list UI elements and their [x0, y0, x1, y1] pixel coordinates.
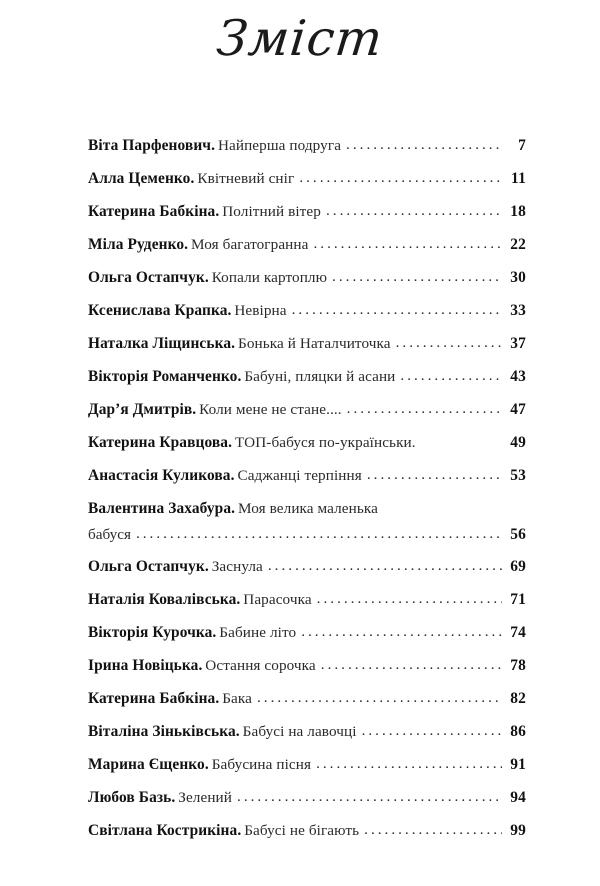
- dot-leader: [321, 655, 502, 675]
- toc-entry-line: [88, 235, 526, 256]
- toc-entry-author: Вікторія Романченко: [88, 367, 238, 385]
- toc-entry[interactable]: [88, 367, 526, 388]
- toc-entry-line: [88, 656, 526, 677]
- toc-entry-line-continuation: [88, 525, 526, 545]
- toc-entry[interactable]: [88, 689, 526, 710]
- toc-entry-separator: .: [212, 623, 217, 641]
- toc-entry-separator: .: [184, 235, 189, 253]
- toc-entry-text: [88, 466, 362, 487]
- toc-entry-text: [88, 755, 311, 776]
- toc-entry-separator: .: [171, 788, 176, 806]
- dot-leader: [326, 201, 502, 221]
- toc-entry-page-number: 53: [510, 466, 526, 484]
- toc-entry-author: Катерина Кравцова: [88, 433, 229, 451]
- dot-leader: [299, 168, 502, 188]
- toc-entry-line: [88, 400, 526, 421]
- toc-entry-page-number: 30: [510, 268, 526, 286]
- toc-entry[interactable]: [88, 268, 526, 289]
- toc-entry-author: Валентина Захабура: [88, 499, 232, 517]
- toc-entry-page-number: 78: [510, 656, 526, 674]
- toc-entry[interactable]: [88, 202, 526, 223]
- toc-entry-text: [88, 169, 294, 190]
- dot-leader: [346, 135, 502, 155]
- toc-entry-title: Бабуні, пляцки й асани: [244, 367, 396, 385]
- toc-entry-title: Бабусі на лавочці: [242, 722, 357, 740]
- toc-entry[interactable]: [88, 722, 526, 743]
- toc-entry-author: Катерина Бабкіна: [88, 689, 216, 707]
- toc-entry-line: [88, 466, 526, 487]
- toc-entry-text: [88, 202, 321, 223]
- toc-entry-page-number: 18: [510, 202, 526, 220]
- toc-entry-author: Анастасія Куликова: [88, 466, 231, 484]
- toc-entry-page-number: 69: [510, 557, 526, 575]
- toc-entry-page-number: 82: [510, 689, 526, 707]
- toc-entry-page-number: 91: [510, 755, 526, 773]
- toc-entry-title: Зелений: [178, 788, 233, 806]
- dot-leader: [400, 366, 502, 386]
- toc-entry-text: [88, 433, 416, 454]
- toc-entry-text: [88, 788, 232, 809]
- toc-entry-line: [88, 590, 526, 611]
- toc-entry-separator: .: [204, 557, 209, 575]
- dot-leader: [313, 234, 502, 254]
- dot-leader: [268, 556, 502, 576]
- toc-entry-text: [88, 821, 359, 842]
- toc-entry-separator: .: [215, 689, 220, 707]
- toc-entry-title: Бабусі не бігають: [244, 821, 360, 839]
- toc-entry-text: [88, 136, 341, 157]
- toc-entry-separator: .: [228, 433, 232, 451]
- toc-entry-title: Бонька й Наталчиточка: [238, 334, 391, 352]
- toc-entry-line: [88, 268, 526, 289]
- toc-entry-author: Любов Базь: [88, 788, 172, 806]
- dot-leader: [362, 721, 502, 741]
- toc-entry-title: ТОП-бабуся по-українськи.: [234, 433, 416, 451]
- toc-entry-line: [88, 136, 526, 157]
- toc-entry-line: [88, 689, 526, 710]
- toc-entry[interactable]: [88, 169, 526, 190]
- toc-entry-title: Бабине літо: [219, 623, 297, 641]
- toc-entry-page-number: 86: [510, 722, 526, 740]
- toc-entry-author: Катерина Бабкіна: [88, 202, 216, 220]
- toc-entry-page-number: 49: [510, 433, 526, 451]
- toc-entry[interactable]: [88, 821, 526, 842]
- toc-entry-title-continuation: бабуся: [88, 525, 131, 543]
- toc-entry-title: Найперша подруга: [217, 137, 342, 154]
- toc-entry[interactable]: [88, 656, 526, 677]
- toc-entry-title: Невірна: [234, 301, 287, 319]
- toc-entry-line: [88, 367, 526, 388]
- toc-entry[interactable]: [88, 557, 526, 578]
- toc-entry-line: [88, 821, 526, 842]
- toc-entry[interactable]: [88, 499, 526, 545]
- toc-entry-title: Політний вітер: [222, 202, 321, 220]
- toc-entry-title: Моя велика маленька: [238, 499, 378, 517]
- dot-leader: [317, 589, 502, 609]
- toc-entry[interactable]: [88, 400, 526, 421]
- toc-entry-page-number: 37: [510, 334, 526, 352]
- toc-entry-title: Квітневий сніг: [197, 169, 295, 187]
- toc-entry-text: [88, 334, 391, 355]
- page-title: Зміст: [214, 10, 386, 67]
- toc-entry-separator: .: [227, 301, 232, 319]
- toc-entry-author: Вікторія Курочка: [88, 623, 213, 641]
- dot-leader: [347, 399, 502, 419]
- toc-entry-author: Світлана Кострикіна: [88, 821, 238, 839]
- toc-entry-author: Марина Єщенко: [88, 755, 205, 773]
- toc-entry-page-number: 94: [510, 788, 526, 806]
- toc-entry[interactable]: [88, 755, 526, 776]
- toc-entry-page-number: 74: [510, 623, 526, 641]
- toc-entry-line: [88, 788, 526, 809]
- toc-entry-line: [88, 722, 526, 743]
- toc-entry-title: Бака: [222, 689, 252, 707]
- dot-leader: [292, 300, 502, 320]
- toc-entry-page-number: 11: [511, 169, 526, 187]
- toc-entry[interactable]: [88, 235, 526, 256]
- toc-entry-separator: .: [237, 367, 242, 385]
- dot-leader: [257, 688, 502, 708]
- dot-leader: [316, 754, 502, 774]
- toc-entry-page-number: 47: [510, 400, 526, 418]
- toc-entry-separator: .: [231, 334, 235, 352]
- toc-entry-title: Коли мене не стане....: [199, 400, 342, 418]
- toc-entry-separator: .: [230, 466, 235, 484]
- dot-leader: [301, 622, 502, 642]
- toc-entry-title: Парасочка: [243, 590, 312, 608]
- toc-entry-text: [88, 268, 327, 289]
- toc-entry[interactable]: [88, 623, 526, 644]
- toc-entry-text: [88, 235, 308, 256]
- toc-entry[interactable]: [88, 466, 526, 487]
- toc-entry-author: Міла Руденко: [88, 235, 185, 253]
- toc-entry-author: Ірина Новіцька: [88, 656, 199, 674]
- toc-entry-author: Алла Цеменко: [88, 169, 191, 187]
- toc-entry-text: [88, 623, 296, 644]
- toc-entry-separator: .: [236, 590, 241, 608]
- toc-entry-line: [88, 334, 526, 355]
- toc-entry-separator: .: [231, 499, 235, 517]
- toc-entry-title: Моя багатогранна: [191, 235, 309, 253]
- dot-leader: [367, 465, 502, 485]
- dot-leader: [332, 267, 502, 287]
- toc-entry-author: Віта Парфенович: [88, 137, 212, 154]
- toc-entry-page-number: 22: [510, 235, 526, 253]
- toc-entry-title: Остання сорочка: [205, 656, 316, 674]
- toc-entry-separator: .: [198, 656, 203, 674]
- toc-entry-author: Наталія Ковалівська: [88, 590, 237, 608]
- toc-entry-title: Копали картоплю: [211, 268, 328, 286]
- toc-entry[interactable]: [88, 301, 526, 322]
- toc-entry-separator: .: [190, 169, 195, 187]
- toc-entry-text: [88, 689, 252, 710]
- toc-entry-author: Дар’я Дмитрів: [88, 400, 193, 418]
- toc-entry[interactable]: [88, 136, 526, 157]
- toc-entry-author: Ольга Остапчук: [88, 268, 205, 286]
- toc-entry-title: Заснула: [211, 557, 263, 575]
- toc-entry-text: [88, 400, 342, 421]
- toc-entry-text: [88, 590, 312, 611]
- toc-entry-author: Наталка Ліщинська: [88, 334, 232, 352]
- toc-entry-page-number: 7: [518, 137, 526, 154]
- toc-entry-line: [88, 557, 526, 578]
- toc-entry-page-number: 33: [510, 301, 526, 319]
- toc-entry[interactable]: [88, 334, 526, 355]
- toc-entry-page-number: 71: [510, 590, 526, 608]
- toc-entry-line: [88, 433, 526, 454]
- toc-entry-page-number: 56: [510, 525, 526, 543]
- dot-leader: [237, 787, 502, 807]
- toc-entry-text: [88, 656, 316, 677]
- toc-entry-title: Бабусина пісня: [211, 755, 312, 773]
- toc-entry-line: [88, 755, 526, 776]
- dot-leader: [396, 333, 502, 353]
- toc-entry-text: [88, 499, 378, 520]
- toc-entry-list: [88, 136, 526, 854]
- toc-entry-author: Віталіна Зіньківська: [88, 722, 236, 740]
- toc-entry-line: [88, 169, 526, 190]
- toc-entry-title: Саджанці терпіння: [237, 466, 362, 484]
- toc-entry-separator: .: [235, 722, 240, 740]
- toc-entry[interactable]: [88, 788, 526, 809]
- toc-entry-text: [88, 367, 395, 388]
- toc-entry-separator: .: [204, 268, 209, 286]
- toc-entry-author: Ольга Остапчук: [88, 557, 205, 575]
- toc-entry-line: [88, 202, 526, 223]
- toc-entry-author: Ксениславa Крапка: [88, 301, 228, 319]
- toc-entry-separator: .: [192, 400, 197, 418]
- toc-entry-text: [88, 557, 263, 578]
- toc-entry-text: [88, 301, 287, 322]
- dot-leader: [136, 524, 502, 544]
- toc-entry-separator: .: [204, 755, 209, 773]
- dot-leader: [364, 820, 502, 840]
- toc-entry-line: [88, 301, 526, 322]
- toc-entry[interactable]: [88, 590, 526, 611]
- toc-entry-separator: .: [211, 137, 215, 154]
- toc-entry-separator: .: [237, 821, 242, 839]
- toc-entry-line: [88, 623, 526, 644]
- toc-entry-page-number: 43: [510, 367, 526, 385]
- toc-entry-line: [88, 499, 526, 520]
- toc-entry-text: [88, 722, 357, 743]
- toc-entry-page-number: 99: [510, 821, 526, 839]
- toc-entry[interactable]: [88, 433, 526, 454]
- toc-entry-separator: .: [215, 202, 220, 220]
